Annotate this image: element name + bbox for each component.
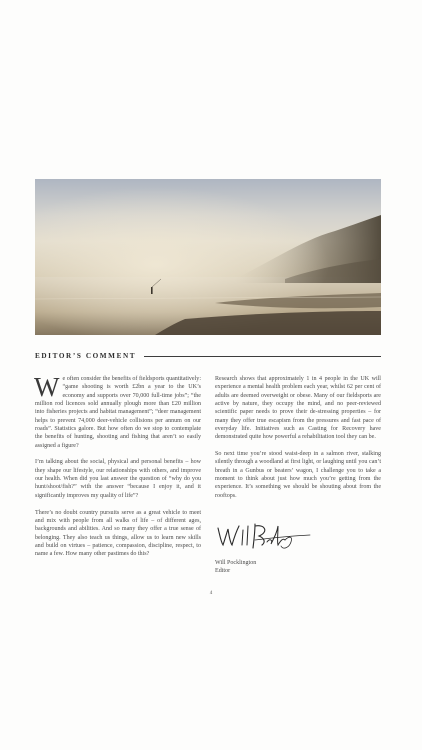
page-number: 4: [209, 591, 213, 596]
paragraph: Research shows that approximately 1 in 4 people in the UK will experience a mental health problem each year, whilst 62 per cent of adults are deemed overweight or obese. Many of our fieldsports are active by nature, they occupy the mind, and no peer-reviewed scientific paper needs to prove their de-stressing properties – for many they offer true escapism from the pressures and fast pace of everyday life. Initiatives such as Casting for Recovery have demonstrated quite how powerful a rehabilitation tool they can be.: [215, 376, 381, 441]
signature-role: Editor: [215, 568, 231, 574]
signature-name: Will Pocklington: [215, 560, 257, 566]
drop-cap: W: [34, 372, 60, 402]
paragraph-text: e often consider the benefits of fieldsports quantitatively: “game shooting is worth £2bn a year to the UK’s economy and supports over 70,000 full-time jobs”; “the million rod licences sold annually plough more than £20 million into fisheries projects and habitat management”; “deer management helps to prevent 74,000 deer-vehicle collisions per annum on our roads”. Statistics galore. But how often do we stop to contemplate the benefits of hunting, shooting and fishing that aren’t so easily assigned a figure?: [35, 376, 201, 449]
hero-photo-misty-river-angler: [35, 179, 381, 335]
paragraph: [34, 372, 201, 450]
heading-rule: [144, 356, 381, 357]
misty-river-illustration: [35, 179, 381, 335]
section-heading-row: [35, 350, 381, 362]
angler-figure: [151, 287, 153, 294]
paragraph: So next time you’re stood waist-deep in a salmon river, stalking silently through a woodland at first light, or laughing until you can’t breath in a Gunbus or beaters’ wagon, I challenge you to take a moment to think about just how much you’re getting from the experience. It’s something we should be shouting about from the rooftops.: [215, 451, 381, 499]
article-column-right: [215, 375, 381, 509]
paragraph: I’m talking about the social, physical and personal benefits – how they shape our lifestyle, our relationships with others, and improve our health. When did you last answer the question of “why do you hunt/shoot/fish?” with the answer “because I enjoy it, and it significantly improves my quality of life”?: [35, 459, 201, 499]
handwritten-signature: [215, 518, 311, 556]
section-heading: EDITOR’S COMMENT: [35, 352, 137, 360]
article-column-left: [34, 372, 201, 567]
paragraph: There’s no doubt country pursuits serve as a great vehicle to meet and mix with people from all walks of life – of different ages, backgrounds and abilities. And so many they offer a true sense of belonging. They also teach us things, allow us to learn new skills and build on virtues – patience, compassion, discipline, respect, to name a few. How many other pastimes do this?: [35, 509, 201, 558]
